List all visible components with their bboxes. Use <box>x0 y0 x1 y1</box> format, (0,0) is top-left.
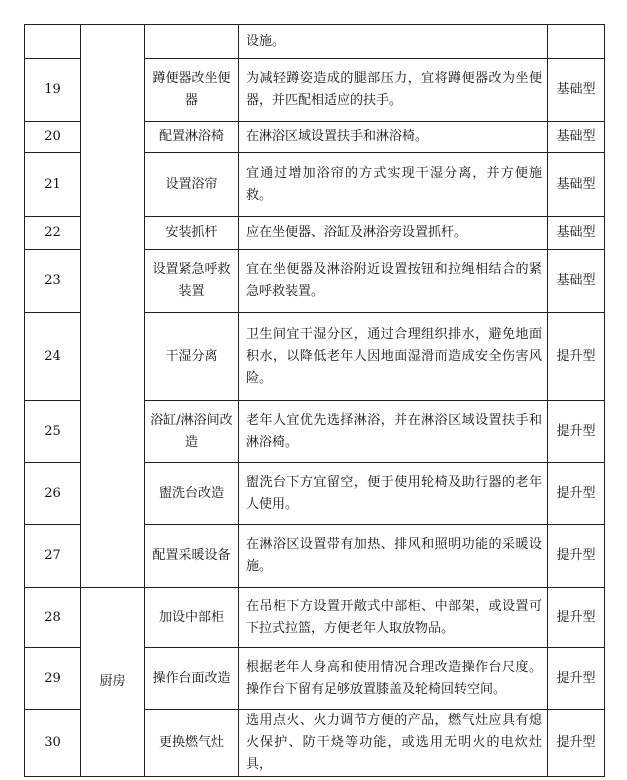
row-number: 23 <box>25 250 81 313</box>
item-level: 基础型 <box>548 122 605 153</box>
renovation-table <box>24 24 605 777</box>
item-name: 配置淋浴椅 <box>145 122 239 153</box>
item-description: 应在坐便器、浴缸及淋浴旁设置抓杆。 <box>239 217 548 250</box>
item-name: 设置浴帘 <box>145 153 239 217</box>
row-number: 29 <box>25 648 81 710</box>
item-description: 在吊柜下方设置开敞式中部柜、中部架，或设置可下拉式拉篮，方便老年人取放物品。 <box>239 588 548 648</box>
item-level: 提升型 <box>548 588 605 648</box>
item-name: 蹲便器改坐便器 <box>145 59 239 122</box>
row-number: 21 <box>25 153 81 217</box>
item-name: 浴缸/淋浴间改造 <box>145 401 239 463</box>
row-number: 28 <box>25 588 81 648</box>
item-description: 宜在坐便器及淋浴附近设置按钮和拉绳相结合的紧急呼救装置。 <box>239 250 548 313</box>
item-level: 基础型 <box>548 153 605 217</box>
item-description: 老年人宜优先选择淋浴，并在淋浴区域设置扶手和淋浴椅。 <box>239 401 548 463</box>
item-name: 更换燃气灶 <box>145 710 239 777</box>
row-number <box>25 25 81 59</box>
item-level: 提升型 <box>548 401 605 463</box>
item-name: 盥洗台改造 <box>145 463 239 525</box>
item-level: 提升型 <box>548 710 605 777</box>
item-name <box>145 25 239 59</box>
item-description: 设施。 <box>239 25 548 59</box>
row-number: 27 <box>25 525 81 588</box>
table-row <box>25 25 605 59</box>
item-description: 在淋浴区域设置扶手和淋浴椅。 <box>239 122 548 153</box>
row-number: 20 <box>25 122 81 153</box>
row-number: 30 <box>25 710 81 777</box>
item-level: 提升型 <box>548 648 605 710</box>
item-name: 操作台面改造 <box>145 648 239 710</box>
item-description: 盥洗台下方宜留空，便于使用轮椅及助行器的老年人使用。 <box>239 463 548 525</box>
item-description: 根据老年人身高和使用情况合理改造操作台尺度。操作台下留有足够放置膝盖及轮椅回转空间。 <box>239 648 548 710</box>
item-name: 安装抓杆 <box>145 217 239 250</box>
item-name: 加设中部柜 <box>145 588 239 648</box>
item-level: 基础型 <box>548 217 605 250</box>
row-number: 22 <box>25 217 81 250</box>
item-description: 在淋浴区设置带有加热、排风和照明功能的采暖设施。 <box>239 525 548 588</box>
row-number: 25 <box>25 401 81 463</box>
item-name: 干湿分离 <box>145 313 239 401</box>
item-description: 选用点火、火力调节方便的产品，燃气灶应具有熄火保护、防干烧等功能，或选用无明火的电炊灶具， <box>239 710 548 777</box>
item-description: 为减轻蹲姿造成的腿部压力，宜将蹲便器改为坐便器，并匹配相适应的扶手。 <box>239 59 548 122</box>
category-cell: 厨房 <box>81 588 145 777</box>
item-level: 基础型 <box>548 250 605 313</box>
item-name: 设置紧急呼救装置 <box>145 250 239 313</box>
item-level: 提升型 <box>548 313 605 401</box>
row-number: 26 <box>25 463 81 525</box>
item-level <box>548 25 605 59</box>
row-number: 19 <box>25 59 81 122</box>
item-level: 基础型 <box>548 59 605 122</box>
category-cell <box>81 25 145 588</box>
table-row <box>25 588 605 648</box>
item-description: 卫生间宜干湿分区，通过合理组织排水，避免地面积水，以降低老年人因地面湿滑而造成安全伤害风险。 <box>239 313 548 401</box>
item-level: 提升型 <box>548 525 605 588</box>
item-description: 宜通过增加浴帘的方式实现干湿分离，并方便施救。 <box>239 153 548 217</box>
item-level: 提升型 <box>548 463 605 525</box>
row-number: 24 <box>25 313 81 401</box>
item-name: 配置采暖设备 <box>145 525 239 588</box>
